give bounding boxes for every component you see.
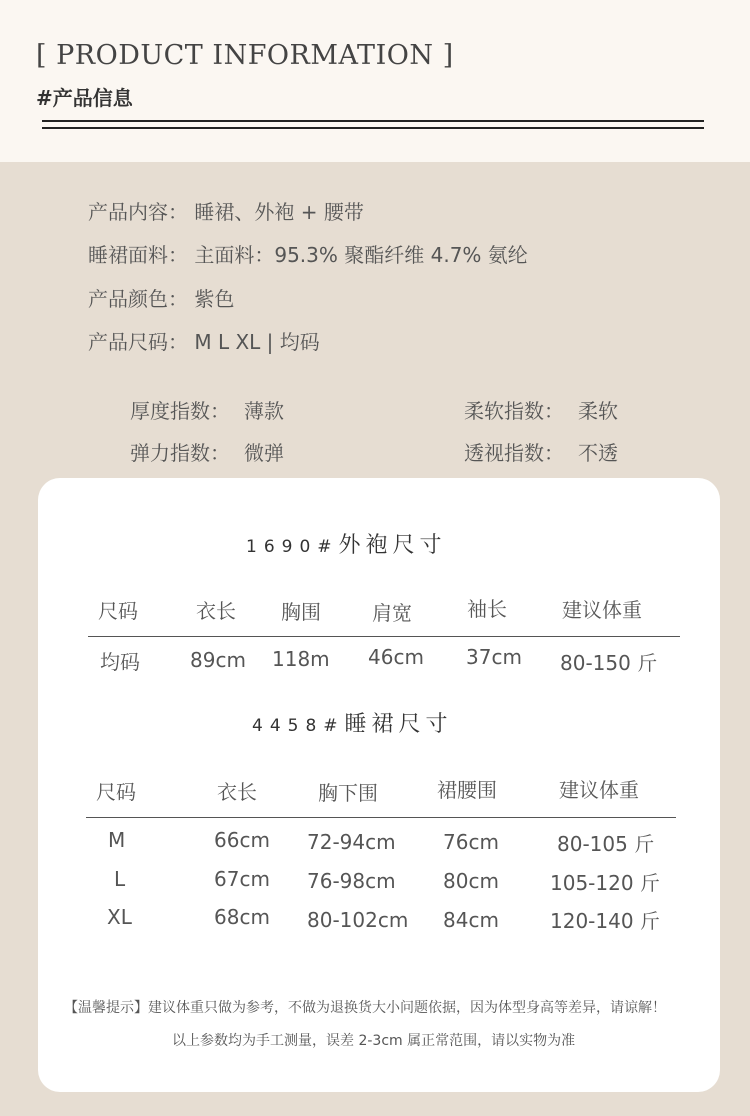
dress-cell-size: XL — [107, 905, 132, 929]
info-row-color — [88, 283, 234, 312]
robe-header-length: 衣长 — [196, 599, 236, 623]
info-value: 主面料：95.3% 聚酯纤维 4.7% 氨纶 — [194, 243, 528, 267]
index-elasticity — [130, 437, 284, 466]
info-label: 产品尺码： — [88, 330, 188, 354]
robe-header-shoulder: 肩宽 — [372, 601, 412, 625]
size-card — [38, 478, 720, 1092]
robe-header-weight: 建议体重 — [562, 598, 642, 622]
dress-table-title — [252, 707, 453, 738]
robe-cell-weight: 80-150 斤 — [560, 651, 658, 675]
dress-cell-size: L — [114, 867, 126, 891]
index-value: 不透 — [578, 441, 618, 465]
index-label: 弹力指数： — [130, 441, 230, 465]
dress-table-divider — [86, 817, 676, 818]
index-value: 薄款 — [244, 399, 284, 423]
note-measurement: 以上参数均为手工测量，误差 2-3cm 属正常范围，请以实物为准 — [172, 1033, 576, 1049]
dress-table-title-number: 4458# — [252, 716, 345, 736]
dress-cell-size: M — [108, 828, 126, 852]
robe-header-bust: 胸围 — [281, 600, 321, 624]
info-label: 产品颜色： — [88, 287, 188, 311]
robe-table-divider — [88, 636, 680, 637]
robe-cell-bust: 118m — [272, 647, 330, 671]
info-label: 睡裙面料： — [88, 243, 188, 267]
index-softness — [464, 395, 618, 424]
dress-header-length: 衣长 — [217, 780, 257, 804]
dress-cell-weight: 80-105 斤 — [557, 832, 655, 856]
info-row-size — [88, 326, 320, 355]
info-row-fabric — [88, 239, 528, 268]
robe-header-size: 尺码 — [98, 599, 138, 623]
dress-header-weight: 建议体重 — [559, 778, 639, 802]
dress-cell-waist: 80cm — [443, 869, 499, 893]
note-warm-tip: 【温馨提示】建议体重只做为参考，不做为退换货大小问题依据，因为体型身高等差异，请谅解！ — [64, 1000, 666, 1016]
index-label: 厚度指数： — [130, 399, 230, 423]
robe-header-sleeve: 袖长 — [467, 597, 507, 621]
robe-table-title — [246, 528, 447, 559]
header-divider-top — [42, 120, 704, 122]
dress-header-waist: 裙腰围 — [437, 778, 497, 802]
dress-cell-waist: 76cm — [443, 830, 499, 854]
info-value: 紫色 — [194, 287, 235, 311]
index-value: 微弹 — [244, 441, 284, 465]
index-label: 柔软指数： — [464, 399, 564, 423]
dress-cell-weight: 120-140 斤 — [550, 909, 660, 933]
index-value: 柔软 — [578, 399, 618, 423]
robe-cell-length: 89cm — [190, 648, 246, 672]
dress-table-title-text: 睡裙尺寸 — [344, 712, 453, 737]
header-divider-bottom — [42, 127, 704, 129]
dress-cell-length: 68cm — [214, 905, 270, 929]
dress-cell-length: 66cm — [214, 828, 270, 852]
dress-cell-underbust: 80-102cm — [307, 908, 409, 932]
robe-table-title-text: 外袍尺寸 — [338, 533, 447, 558]
dress-cell-weight: 105-120 斤 — [550, 871, 660, 895]
dress-cell-waist: 84cm — [443, 908, 499, 932]
info-value: M L XL | 均码 — [194, 330, 320, 354]
index-thickness — [130, 395, 284, 424]
index-transparency — [464, 437, 618, 466]
info-label: 产品内容： — [88, 200, 188, 224]
robe-cell-size: 均码 — [100, 650, 140, 674]
robe-table-title-number: 1690# — [246, 537, 339, 557]
dress-header-size: 尺码 — [96, 780, 136, 804]
info-row-contents — [88, 196, 364, 225]
dress-header-underbust: 胸下围 — [318, 781, 378, 805]
info-value: 睡裙、外袍 + 腰带 — [194, 200, 364, 224]
dress-cell-underbust: 72-94cm — [307, 830, 396, 854]
header-panel — [0, 0, 750, 162]
page-title-en: [ PRODUCT INFORMATION ] — [36, 40, 454, 71]
robe-cell-shoulder: 46cm — [368, 645, 424, 669]
index-label: 透视指数： — [464, 441, 564, 465]
robe-cell-sleeve: 37cm — [466, 645, 522, 669]
dress-cell-underbust: 76-98cm — [307, 869, 396, 893]
dress-cell-length: 67cm — [214, 867, 270, 891]
page-title-zh: #产品信息 — [36, 86, 133, 110]
